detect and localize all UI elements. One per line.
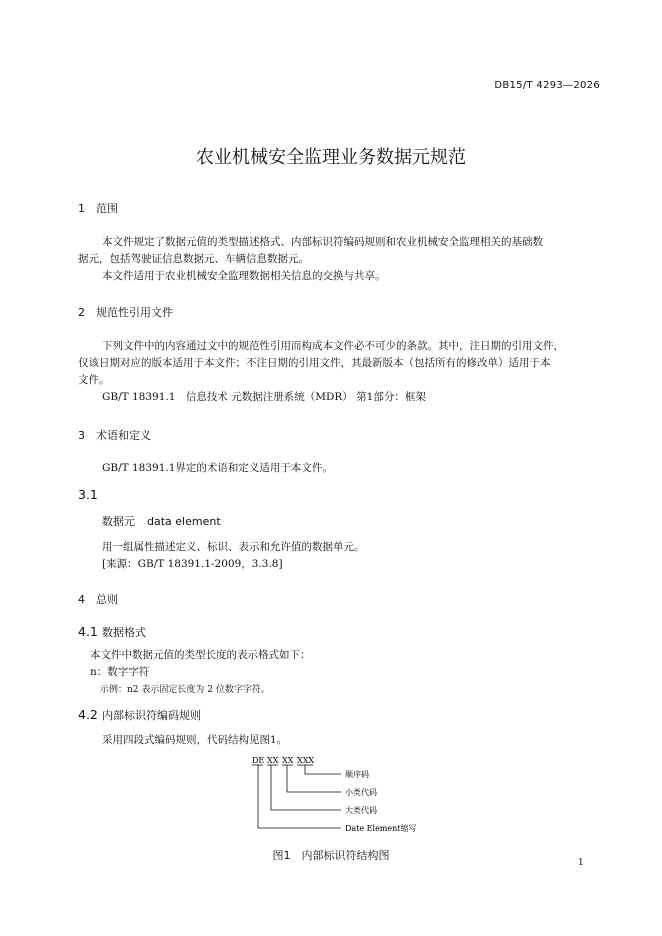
section-1-para-1-line-2: 据元，包括驾驶证信息数据元、车辆信息数据元。: [78, 253, 309, 265]
example-label: 示例：: [100, 685, 128, 695]
section-3-title: 术语和定义: [96, 429, 151, 442]
section-2-para-line-1: 下列文件中的内容通过文中的规范性引用而构成本文件必不可少的条款。其中，注日期的引用文件，: [102, 340, 564, 352]
normative-reference: GB/T 18391.1 信息技术 元数据注册系统（MDR） 第1部分：框架: [102, 391, 426, 403]
example-text: n2 表示固定长度为 2 位数字字符。: [127, 685, 270, 695]
term-english: data element: [147, 515, 221, 528]
subsection-4-2-number: 4.2: [78, 707, 98, 722]
subsection-3-1-number: 3.1: [78, 487, 98, 502]
term-source: [来源：GB/T 18391.1-2009，3.3.8]: [102, 558, 283, 570]
section-3-number: 3: [78, 429, 85, 442]
subsection-4-2-para: 采用四段式编码规则，代码结构见图1。: [102, 734, 288, 746]
section-4-title: 总则: [96, 593, 118, 606]
code-segment-minor: XX: [282, 756, 294, 765]
section-2-para-line-3: 文件。: [78, 374, 110, 386]
section-2-heading: [78, 304, 173, 320]
section-4-heading: [78, 591, 118, 607]
section-2-para-line-2: 仅该日期对应的版本适用于本文件；不注日期的引用文件，其最新版本（包括所有的修改单）适用于本: [78, 357, 551, 369]
page-title: 农业机械安全监理业务数据元规范: [196, 147, 466, 168]
label-minor-category: 小类代码: [345, 788, 377, 797]
term-entry: [102, 513, 221, 529]
subsection-4-1-heading: [78, 624, 146, 640]
leader-sequence: [305, 765, 341, 774]
page-number: 1: [578, 858, 584, 868]
label-sequence-code: 顺序码: [345, 770, 369, 779]
leader-minor: [287, 765, 341, 792]
label-major-category: 大类代码: [345, 806, 377, 815]
term-definition: 用一组属性描述定义、标识、表示和允许值的数据单元。: [102, 541, 365, 553]
code-segment-de: DE: [252, 756, 265, 765]
code-structure-diagram: [240, 752, 440, 836]
subsection-4-1-title: 数据格式: [102, 626, 146, 639]
section-3-heading: [78, 427, 151, 443]
example-note: [100, 682, 270, 695]
label-de-abbreviation: Date Element缩写: [345, 824, 417, 833]
section-1-number: 1: [78, 202, 85, 215]
section-1-heading: [78, 200, 118, 216]
subsection-4-1-para-2: n：数字字符: [90, 666, 150, 678]
subsection-4-2-title: 内部标识符编码规则: [102, 709, 201, 722]
section-2-title: 规范性引用文件: [96, 306, 173, 319]
leader-major: [271, 765, 341, 810]
section-1-para-2: 本文件适用于农业机械安全监理数据相关信息的交换与共享。: [102, 270, 386, 282]
section-3-para: GB/T 18391.1界定的术语和定义适用于本文件。: [102, 462, 333, 474]
section-4-number: 4: [78, 593, 85, 606]
subsection-4-1-para-1: 本文件中数据元值的类型长度的表示格式如下：: [90, 649, 311, 661]
subsection-4-1-number: 4.1: [78, 624, 98, 639]
code-segment-sequence: XXX: [297, 756, 315, 765]
code-segment-major: XX: [267, 756, 279, 765]
subsection-4-2-heading: [78, 707, 201, 723]
section-1-title: 范围: [96, 202, 118, 215]
section-1-para-1-line-1: 本文件规定了数据元值的类型描述格式、内部标识符编码规则和农业机械安全监理相关的基础数: [102, 236, 543, 248]
document-code: DB15/T 4293—2026: [494, 80, 600, 91]
section-2-number: 2: [78, 306, 85, 319]
figure-caption: 图1 内部标识符结构图: [272, 849, 390, 862]
term-chinese: 数据元: [102, 515, 135, 528]
leader-de: [258, 765, 341, 828]
